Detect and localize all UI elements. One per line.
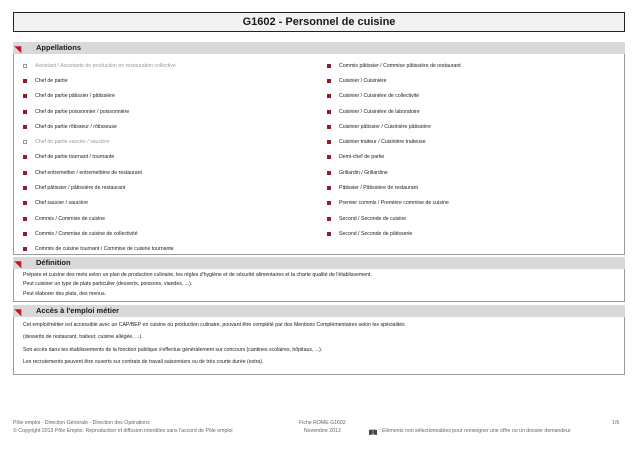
bullet-square-icon bbox=[327, 155, 331, 159]
footer-date: Novembre 2013 bbox=[303, 427, 341, 434]
footer-note-text: : Eléments non sélectionnables pour renseigner une offre ou un dossier demandeur bbox=[379, 428, 571, 434]
appellation-label: Chef de partie bbox=[35, 77, 68, 84]
appellation-item bbox=[23, 134, 176, 149]
footer-org: Pôle emploi - Direction Générale - Direction des Opérations bbox=[13, 420, 150, 426]
appellation-label: Commis de cuisine tournant / Commise de cuisine tournante bbox=[35, 246, 174, 253]
bullet-square-icon bbox=[327, 201, 331, 205]
footer-left bbox=[13, 420, 233, 435]
bullet-square-icon bbox=[23, 79, 27, 83]
bullet-square-icon bbox=[327, 64, 331, 68]
definition-title: Définition bbox=[36, 258, 71, 267]
footer-center bbox=[299, 420, 346, 435]
definition-header bbox=[13, 257, 625, 269]
appellations-right-column bbox=[327, 58, 461, 242]
acces-line: Les recrutements peuvent être ouverts sur contrats de travail saisonniers ou de très courte durée (extra). bbox=[23, 358, 264, 365]
appellation-item bbox=[327, 73, 461, 88]
appellation-item bbox=[23, 242, 176, 257]
appellation-item bbox=[327, 58, 461, 73]
bullet-square-icon bbox=[23, 110, 27, 114]
appellation-label: Chef saucier / saucière bbox=[35, 200, 89, 207]
bullet-square-icon bbox=[327, 217, 331, 221]
section-marker-icon bbox=[14, 43, 25, 54]
definition-box bbox=[13, 269, 625, 302]
acces-title: Accès à l'emploi métier bbox=[36, 306, 120, 315]
bullet-square-icon bbox=[23, 186, 27, 190]
appellation-item bbox=[327, 226, 461, 241]
appellation-label: Commis / Commise de cuisine bbox=[35, 215, 106, 222]
appellation-label: Second / Seconde de cuisine bbox=[339, 215, 407, 222]
acces-line: Son accès dans les établissements de la fonction publique s'effectue généralement sur concours (cantines scolaires, hôpitaux, ...). bbox=[23, 346, 323, 353]
appellation-item bbox=[327, 119, 461, 134]
bullet-square-icon bbox=[23, 155, 27, 159]
page-title: G1602 - Personnel de cuisine bbox=[13, 12, 625, 32]
bullet-square-icon bbox=[327, 110, 331, 114]
footer-note bbox=[369, 428, 571, 436]
appellation-label: Commis / Commise de cuisine de collectivité bbox=[35, 230, 138, 237]
bullet-square-icon bbox=[23, 94, 27, 98]
footer-copyright: © Copyright 2013 Pôle Emploi. Reproduction et diffusion interdites sans l'accord de Pôle emploi bbox=[13, 427, 233, 434]
bullet-square-icon bbox=[23, 171, 27, 175]
appellation-label: Chef de partie pâtissier / pâtissière bbox=[35, 93, 115, 100]
appellations-left-column bbox=[23, 58, 176, 257]
bullet-square-icon bbox=[23, 247, 27, 251]
bullet-square-icon bbox=[23, 125, 27, 129]
bullet-square-icon bbox=[327, 125, 331, 129]
appellation-item bbox=[327, 196, 461, 211]
appellation-label: Chef de partie saucier / saucière bbox=[35, 139, 110, 146]
appellation-label: Cuisinier traiteur / Cuisinière traiteuse bbox=[339, 139, 426, 146]
empty-checkbox-icon bbox=[23, 140, 27, 144]
appellation-item bbox=[23, 180, 176, 195]
appellation-item bbox=[327, 104, 461, 119]
book-icon bbox=[369, 429, 377, 435]
appellations-box bbox=[13, 54, 625, 255]
appellation-label: Premier commis / Première commise de cuisine bbox=[339, 200, 449, 207]
bullet-square-icon bbox=[327, 140, 331, 144]
appellations-header bbox=[13, 42, 625, 54]
appellation-item bbox=[327, 150, 461, 165]
bullet-square-icon bbox=[327, 232, 331, 236]
acces-line: (desserts de restaurant, traiteur, cuisine allégée, ...). bbox=[23, 334, 143, 341]
appellation-label: Chef de partie tournant / tournante bbox=[35, 154, 115, 161]
acces-header bbox=[13, 305, 625, 317]
appellation-item bbox=[327, 165, 461, 180]
appellation-label: Chef entremettier / entremettière de restaurant bbox=[35, 169, 142, 176]
acces-line: Cet emploi/métier est accessible avec un CAP/BEP en cuisine ou production culinaire, pouvant être complété par des Mentions Complémentaires selon les spécialités bbox=[23, 322, 405, 328]
appellation-item bbox=[23, 58, 176, 73]
appellation-item bbox=[23, 165, 176, 180]
definition-line: Peut cuisiner un type de plats particulier (desserts, poissons, viandes, ...). bbox=[23, 281, 193, 288]
appellation-label: Demi-chef de partie bbox=[339, 154, 385, 161]
appellation-label: Grillardin / Grillardine bbox=[339, 169, 388, 176]
appellation-item bbox=[23, 104, 176, 119]
section-marker-icon bbox=[14, 306, 25, 317]
appellation-label: Pâtissier / Pâtissière de restaurant bbox=[339, 185, 419, 192]
appellations-title: Appellations bbox=[36, 43, 82, 52]
appellation-label: Second / Seconde de pâtisserie bbox=[339, 230, 413, 237]
bullet-square-icon bbox=[23, 217, 27, 221]
appellation-label: Chef de partie rôtisseur / rôtisseuse bbox=[35, 123, 117, 130]
appellation-item bbox=[23, 196, 176, 211]
appellation-label: Cuisinier / Cuisinière de collectivité bbox=[339, 93, 420, 100]
appellation-label: Cuisinier pâtissier / Cuisinière pâtissière bbox=[339, 123, 431, 130]
appellation-label: Commis pâtissier / Commise pâtissière de restaurant bbox=[339, 62, 461, 69]
bullet-square-icon bbox=[23, 232, 27, 236]
bullet-square-icon bbox=[23, 201, 27, 205]
definition-line: Prépare et cuisine des mets selon un plan de production culinaire, les règles d'hygiène et de sécurité alimentaires et la charte qualité de l'établissement. bbox=[23, 272, 372, 278]
acces-box bbox=[13, 317, 625, 375]
footer-fiche: Fiche ROME G1602 bbox=[299, 420, 346, 426]
bullet-square-icon bbox=[327, 186, 331, 190]
appellation-item bbox=[327, 180, 461, 195]
bullet-square-icon bbox=[327, 79, 331, 83]
empty-checkbox-icon bbox=[23, 64, 27, 68]
footer-page-number: 1/6 bbox=[612, 420, 620, 426]
definition-line: Peut élaborer des plats, des menus. bbox=[23, 290, 107, 297]
appellation-item bbox=[327, 211, 461, 226]
bullet-square-icon bbox=[327, 94, 331, 98]
appellation-label: Assistant / Assistante de production en restauration collective bbox=[35, 62, 176, 69]
appellation-item bbox=[327, 134, 461, 149]
appellation-item bbox=[23, 226, 176, 241]
appellation-label: Chef pâtissier / pâtissière de restaurant bbox=[35, 185, 126, 192]
definition-text bbox=[23, 271, 372, 299]
appellation-item bbox=[23, 89, 176, 104]
appellation-label: Chef de partie poissonnier / poissonnière bbox=[35, 108, 130, 115]
appellation-item bbox=[23, 119, 176, 134]
acces-text bbox=[23, 319, 405, 368]
appellation-item bbox=[327, 89, 461, 104]
appellation-item bbox=[23, 211, 176, 226]
appellation-label: Cuisinier / Cuisinière bbox=[339, 77, 387, 84]
section-marker-icon bbox=[14, 258, 25, 269]
appellation-item bbox=[23, 73, 176, 88]
appellation-label: Cuisinier / Cuisinière de laboratoire bbox=[339, 108, 420, 115]
bullet-square-icon bbox=[327, 171, 331, 175]
appellation-item bbox=[23, 150, 176, 165]
